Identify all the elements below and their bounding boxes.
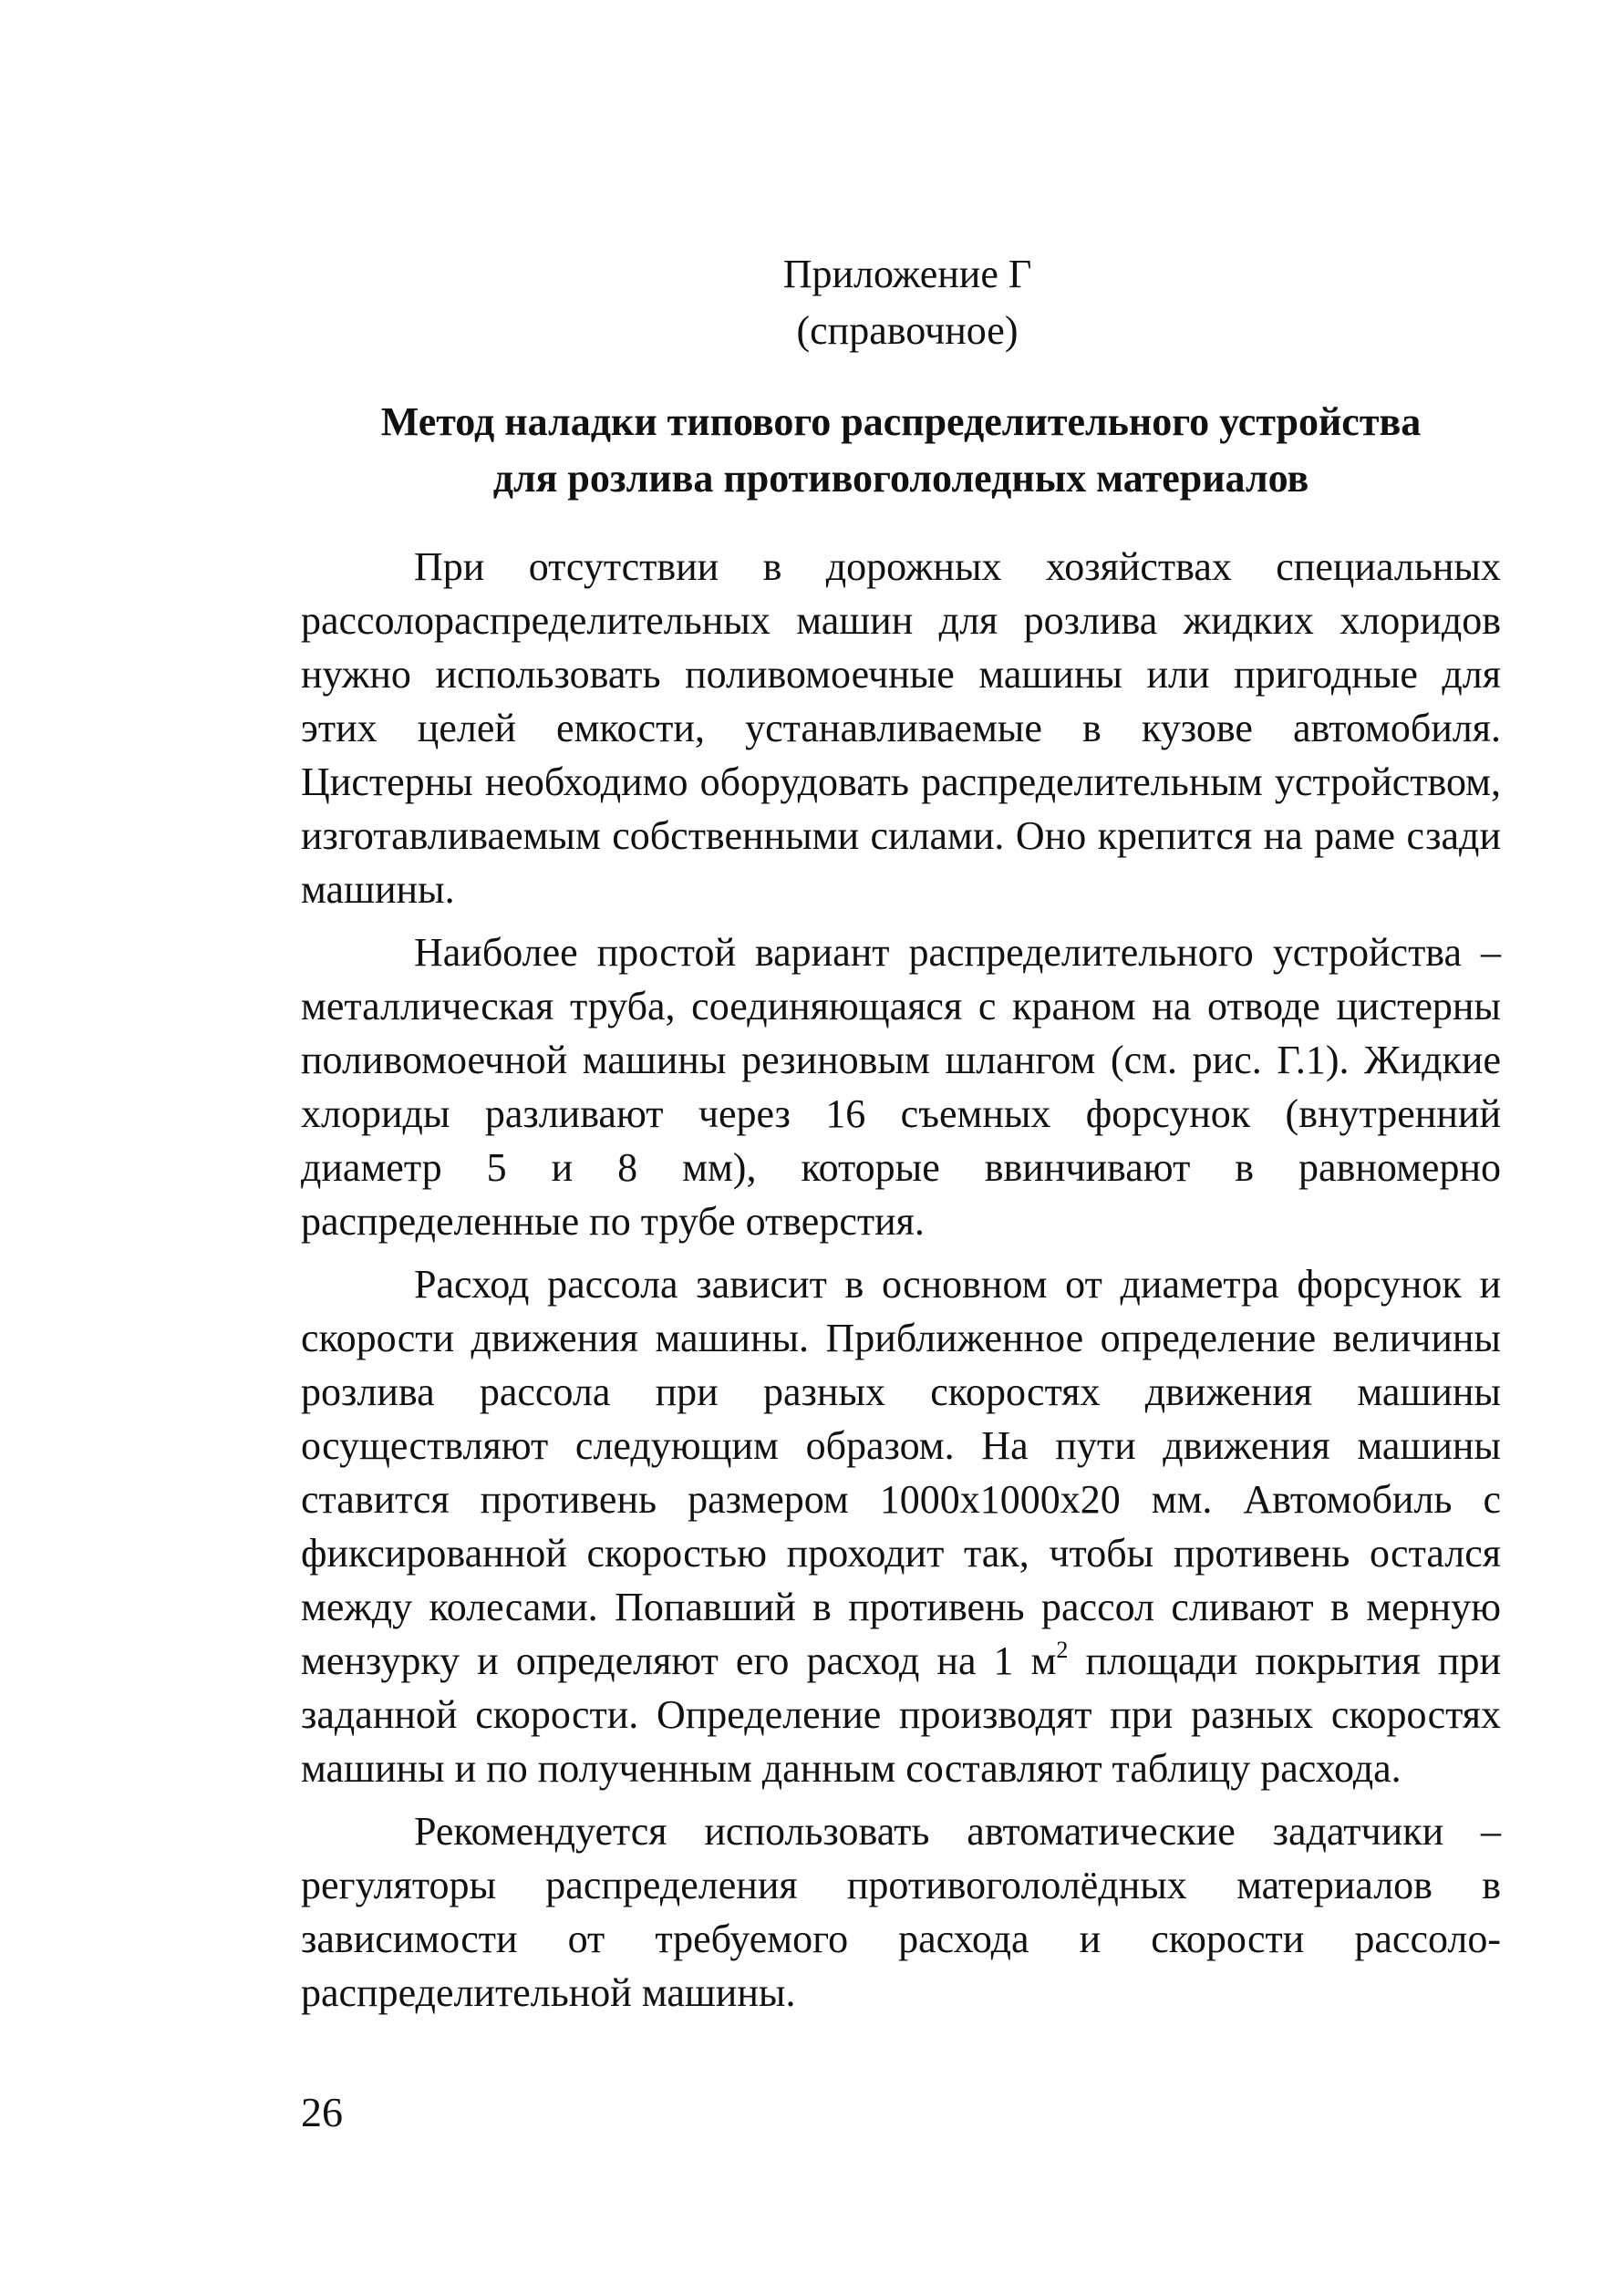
- paragraph-3-text-a: Расход рассола зависит в основном от диаметра форсунок и скорости движения машины. Приближенное определение величины розлива рассола при разных скоростях движения машины осуществляют следующим образом. На пути движения машины ставится противень размером 1000х1000х20 мм. Автомобиль с фиксированной скоростью проходит так, чтобы противень остался между колесами. Попавший в противень рассол сливают в мерную мензурку и определяют его расход на 1 м: [301, 1262, 1501, 1683]
- appendix-label: Приложение Г: [782, 252, 1032, 296]
- page-number: 26: [301, 2089, 343, 2135]
- appendix-heading: [301, 246, 1501, 359]
- paragraph-4: Рекомендуется использовать автоматические задатчики – регуляторы распределения противогололёдных материалов в зависимости от требуемого расхода и скорости рассоло-распределительной машины.: [301, 1809, 1501, 2015]
- section-title-line-2: для розлива противогололедных материалов: [492, 456, 1309, 501]
- paragraph-1: При отсутствии в дорожных хозяйствах специальных рассолораспределительных машин для розлива жидких хлоридов нужно использовать поливомоечные машины или пригодные для этих целей емкости, устанавливаемые в кузове автомобиля. Цистерны необходимо оборудовать распределительным устройством, изготавливаемым собственными силами. Оно крепится на раме сзади машины.: [301, 544, 1501, 912]
- section-title-line-1: Метод наладки типового распределительного устройства: [380, 399, 1422, 444]
- paragraph-2: Наиболее простой вариант распределительного устройства – металлическая труба, соединяющаяся с краном на отводе цистерны поливомоечной машины резиновым шлангом (см. рис. Г.1). Жидкие хлориды разливают через 16 съемных форсунок (внутренний диаметр 5 и 8 мм), которые ввинчивают в равномерно распределенные по трубе отверстия.: [301, 930, 1501, 1244]
- body-text: [301, 540, 1501, 2029]
- section-title: [301, 394, 1501, 507]
- superscript-2: 2: [1056, 1637, 1069, 1663]
- appendix-type: (справочное): [796, 308, 1019, 353]
- paragraph-3-text-b: площади покрытия при заданной скорости. Определение производят при разных скоростях машины и по полученным данным составляют таблицу расхода.: [301, 1638, 1501, 1791]
- paragraph-3: [301, 1257, 1501, 1795]
